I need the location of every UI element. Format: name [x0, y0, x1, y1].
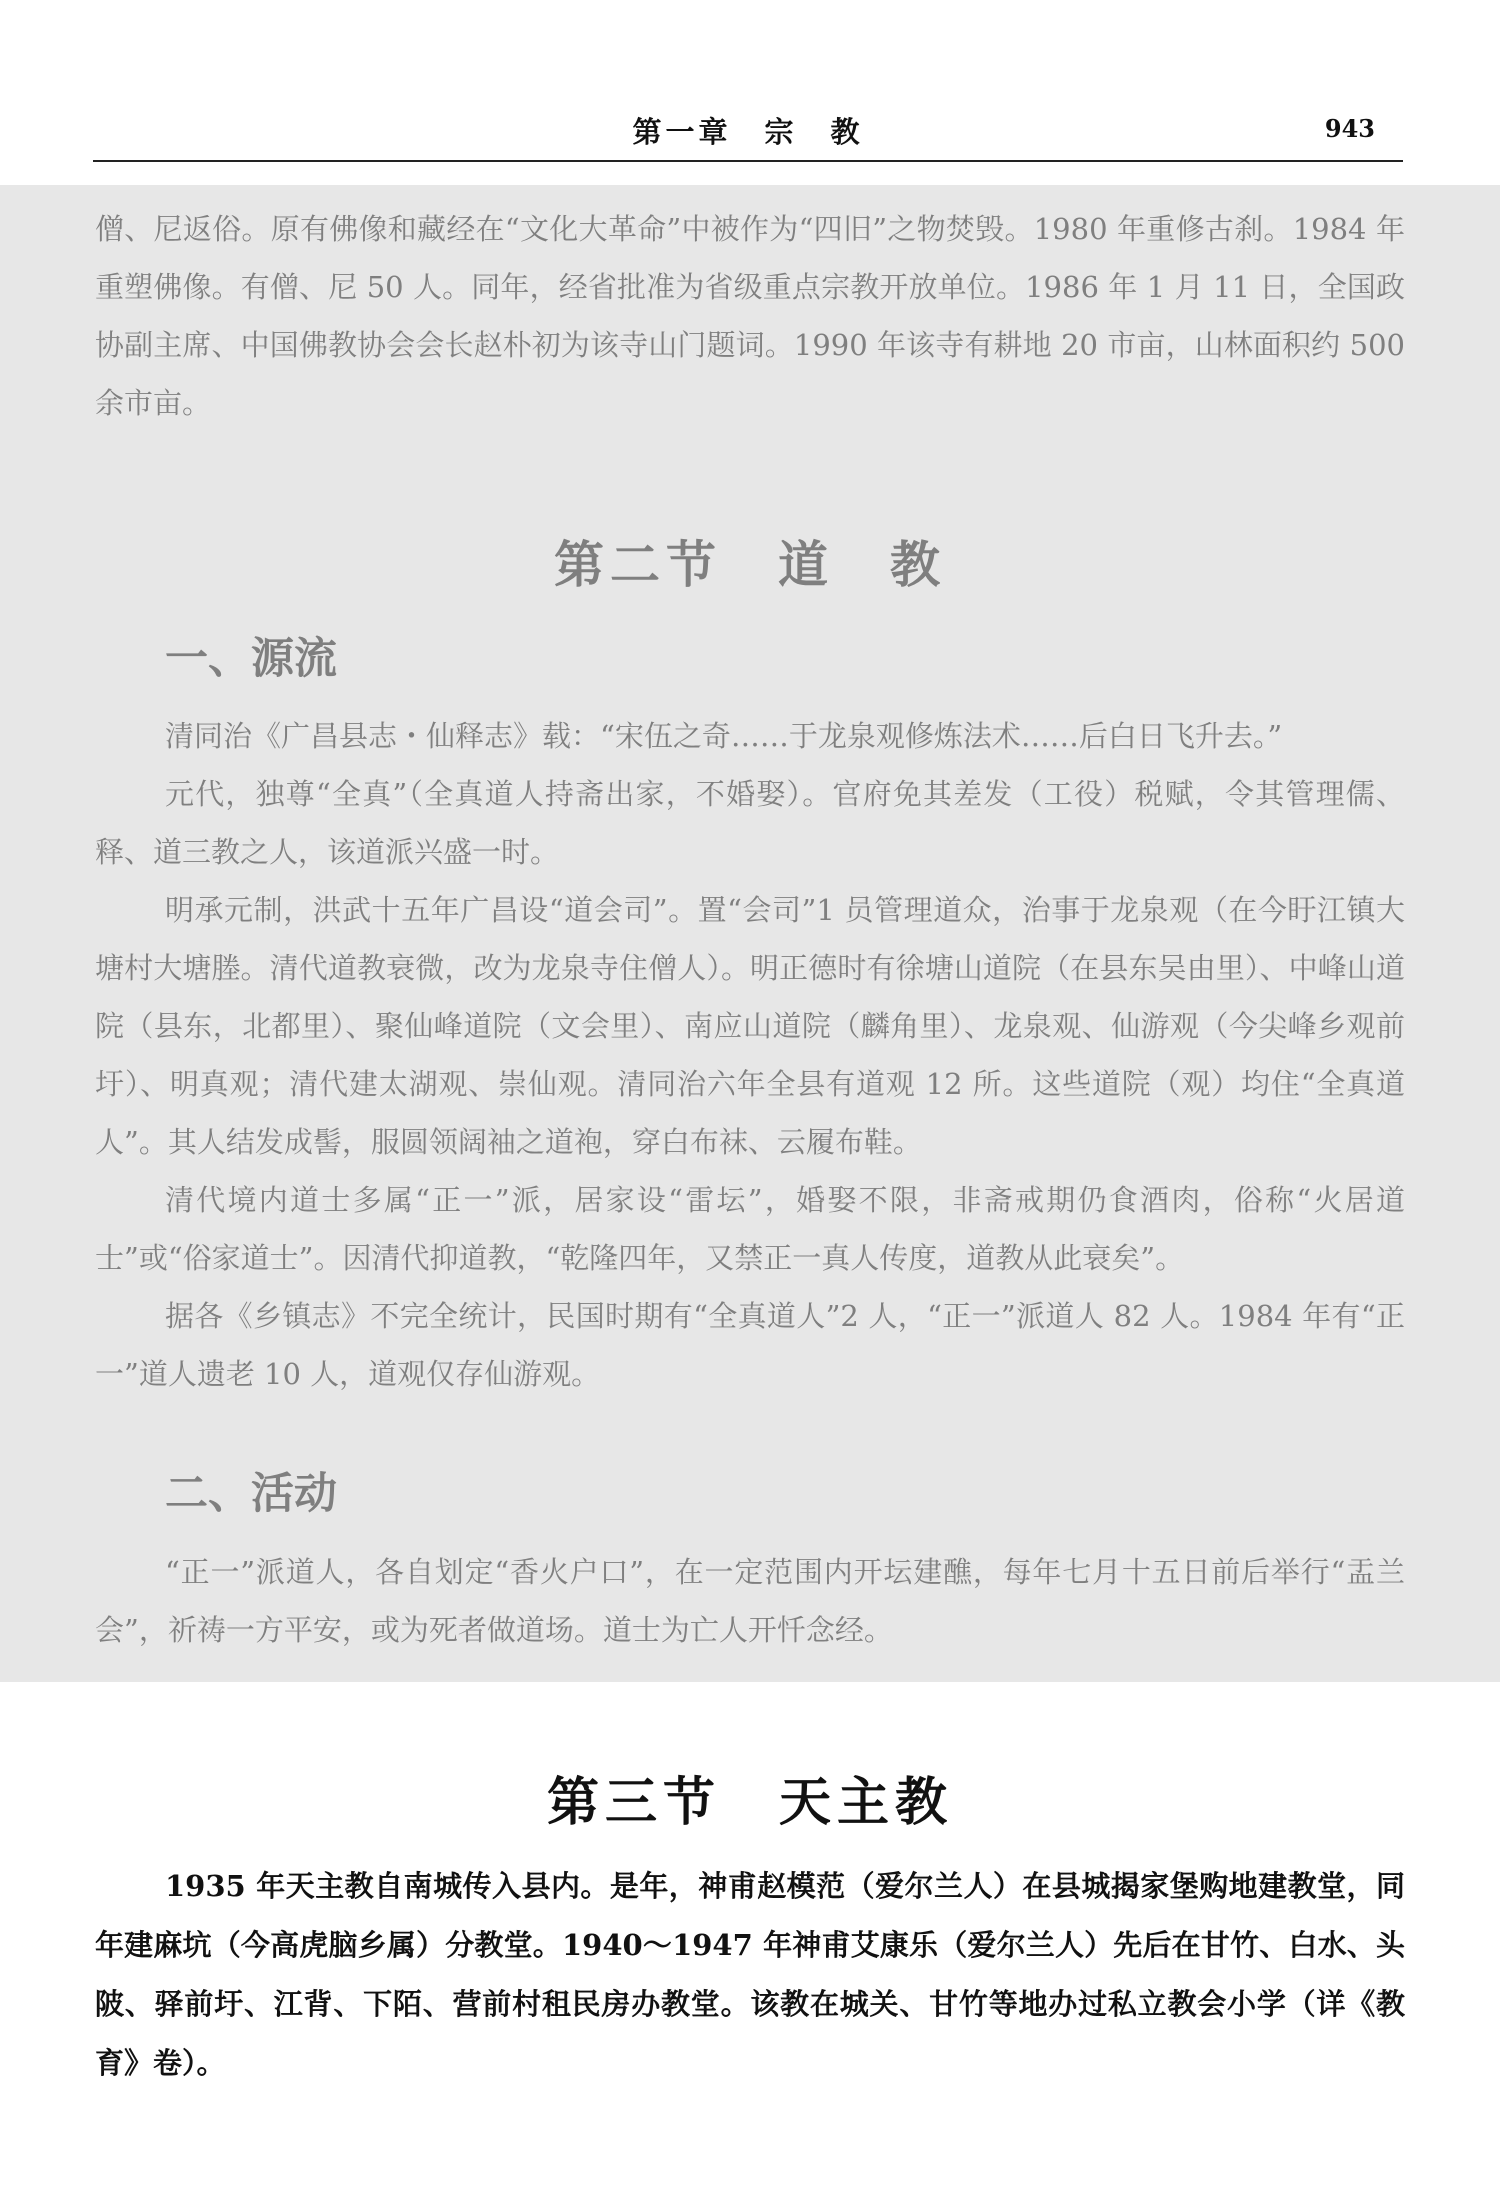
sub-heading-origins: 一、源流 — [165, 634, 337, 684]
shaded-section — [0, 185, 1500, 1682]
paragraph: 明承元制，洪武十五年广昌设“道会司”。置“会司”1 员管理道众，治事于龙泉观（在今盱江镇大塘村大塘塍。清代道教衰微，改为龙泉寺住僧人）。明正德时有徐塘山道院（在县东吴由里）、中峰山道院（县东，北都里）、聚仙峰道院（文会里）、南应山道院（麟角里）、龙泉观、仙游观（今尖峰乡观前圩）、明真观；清代建太湖观、崇仙观。清同治六年全县有道观 12 所。这些道院（观）均住“全真道人”。其人结发成髻，服圆领阔袖之道袍，穿白布袜、云履布鞋。 — [95, 893, 1405, 1159]
paragraph: 清代境内道士多属“正一”派，居家设“雷坛”，婚娶不限，非斋戒期仍食酒肉，俗称“火居道士”或“俗家道士”。因清代抑道教，“乾隆四年，又禁正一真人传度，道教从此衰矣”。 — [95, 1183, 1405, 1275]
origins-paragraphs — [95, 707, 1405, 1403]
paragraph: 清同治《广昌县志・仙释志》载：“宋伍之奇……于龙泉观修炼法术……后白日飞升去。” — [165, 719, 1283, 753]
activities-paragraphs — [95, 1543, 1405, 1659]
header-rule — [93, 160, 1403, 162]
page-header — [93, 100, 1403, 160]
catholicism-section — [95, 1760, 1405, 2093]
activities-block — [95, 1460, 1405, 1521]
paragraph: 据各《乡镇志》不完全统计，民国时期有“全真道人”2 人，“正一”派道人 82 人。1984 年有“正一”道人遗老 10 人，道观仅存仙游观。 — [95, 1299, 1405, 1391]
intro-paragraph: 僧、尼返俗。原有佛像和藏经在“文化大革命”中被作为“四旧”之物焚毁。1980 年重修古刹。1984 年重塑佛像。有僧、尼 50 人。同年，经省批准为省级重点宗教开放单位。1986 年 1 月 11 日，全国政协副主席、中国佛教协会会长赵朴初为该寺山门题词。1990 年该寺有耕地 20 市亩，山林面积约 500 余市亩。 — [95, 212, 1405, 420]
sub-heading-activities: 二、活动 — [165, 1469, 337, 1519]
daoism-section — [95, 525, 1405, 597]
paragraph: 元代，独尊“全真”（全真道人持斋出家，不婚娶）。官府免其差发（工役）税赋，令其管理儒、释、道三教之人，该道派兴盛一时。 — [95, 777, 1405, 869]
intro-block — [95, 200, 1405, 432]
catholicism-paragraph: 1935 年天主教自南城传入县内。是年，神甫赵模范（爱尔兰人）在县城揭家堡购地建教堂，同年建麻坑（今高虎脑乡属）分教堂。1940～1947 年神甫艾康乐（爱尔兰人）先后在甘竹、白水、头陂、驿前圩、江背、下陌、营前村租民房办教堂。该教在城关、甘竹等地办过私立教会小学（详《教育》卷）。 — [95, 1869, 1405, 2080]
page-number: 943 — [1324, 114, 1375, 143]
paragraph: “正一”派道人，各自划定“香火户口”，在一定范围内开坛建醮，每年七月十五日前后举行“盂兰会”，祈祷一方平安，或为死者做道场。道士为亡人开忏念经。 — [95, 1555, 1405, 1647]
origins-block — [95, 625, 1405, 686]
section-title-daoism: 第二节 道 教 — [554, 535, 946, 594]
section-title-catholicism: 第三节 天主教 — [546, 1772, 953, 1833]
chapter-title: 第一章 宗 教 — [632, 115, 864, 149]
